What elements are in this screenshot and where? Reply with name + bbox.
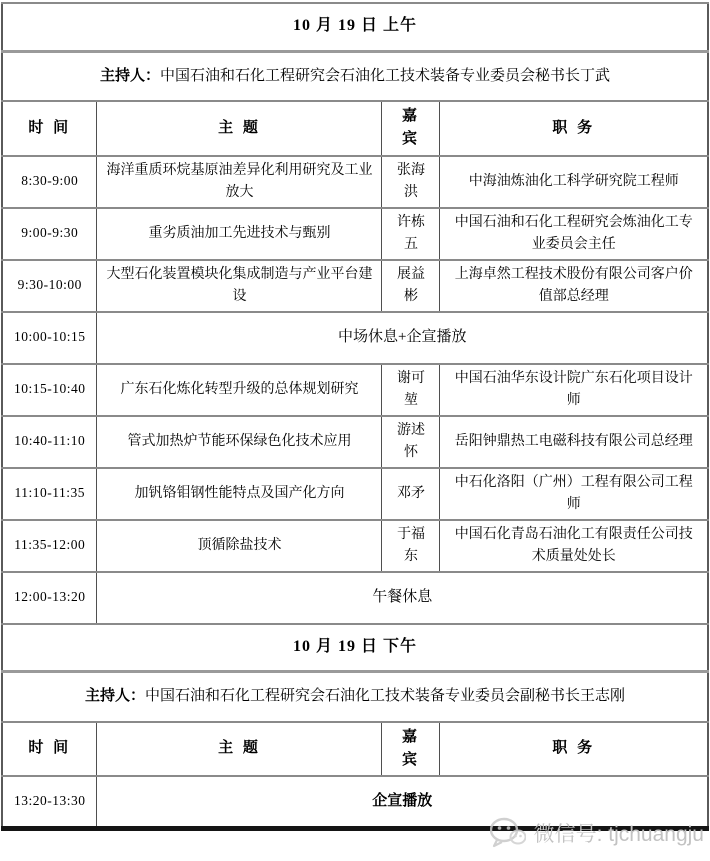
time-cell: 9:30-10:00 [2,260,97,312]
position-cell: 中国石化青岛石油化工有限责任公司技术质量处处长 [440,520,708,572]
col-header-position: 职 务 [440,722,708,777]
col-header-time: 时 间 [2,101,97,156]
position-cell: 中海油炼油化工科学研究院工程师 [440,156,708,208]
table-row [2,156,708,208]
col-header-guest: 嘉 宾 [382,722,440,777]
table-row [2,312,708,364]
col-header-position: 职 务 [440,101,708,156]
time-cell: 12:00-13:20 [2,572,97,624]
topic-cell: 广东石化炼化转型升级的总体规划研究 [97,364,382,416]
topic-cell: 管式加热炉节能环保绿色化技术应用 [97,416,382,468]
table-row [2,208,708,260]
merged-activity-cell: 企宣播放 [97,776,708,828]
moderator-name: 中国石油和石化工程研究会石油化工技术装备专业委员会副秘书长王志刚 [144,688,625,705]
table-row [2,776,708,828]
merged-activity-cell: 中场休息+企宣播放 [97,312,708,364]
table-row [2,260,708,312]
guest-cell: 游述怀 [382,416,440,468]
moderator-name: 中国石油和石化工程研究会石油化工技术装备专业委员会秘书长丁武 [159,67,610,84]
table-row [2,468,708,520]
column-header-row [2,101,708,156]
guest-cell: 邓矛 [382,468,440,520]
col-header-topic: 主 题 [97,722,382,777]
col-header-topic: 主 题 [97,101,382,156]
guest-cell: 于福东 [382,520,440,572]
session-title: 10 月 19 日 下午 [2,624,708,672]
guest-cell: 许栋五 [382,208,440,260]
time-cell: 9:00-9:30 [2,208,97,260]
col-header-time: 时 间 [2,722,97,777]
position-cell: 岳阳钟鼎热工电磁科技有限公司总经理 [440,416,708,468]
table-row [2,572,708,624]
time-cell: 10:40-11:10 [2,416,97,468]
column-header-row [2,722,708,777]
position-cell: 中石化洛阳（广州）工程有限公司工程师 [440,468,708,520]
col-header-guest: 嘉 宾 [382,101,440,156]
conference-schedule-table [1,2,709,831]
watermark-text: 微信号: tjchuangju [533,823,704,846]
session-title: 10 月 19 日 上午 [2,3,708,51]
table-row [2,364,708,416]
time-cell: 11:35-12:00 [2,520,97,572]
guest-cell: 展益彬 [382,260,440,312]
time-cell: 10:00-10:15 [2,312,97,364]
topic-cell: 海洋重质环烷基原油差异化利用研究及工业放大 [97,156,382,208]
position-cell: 中国石油和石化工程研究会炼油化工专业委员会主任 [440,208,708,260]
moderator-row [2,672,708,722]
table-row [2,520,708,572]
guest-cell: 谢可堃 [382,364,440,416]
time-cell: 13:20-13:30 [2,776,97,828]
position-cell: 中国石油华东设计院广东石化项目设计师 [440,364,708,416]
time-cell: 10:15-10:40 [2,364,97,416]
moderator-label: 主持人： [84,688,145,705]
merged-activity-cell: 午餐休息 [97,572,708,624]
time-cell: 8:30-9:00 [2,156,97,208]
topic-cell: 重劣质油加工先进技术与甄别 [97,208,382,260]
topic-cell: 加钒铬钼钢性能特点及国产化方向 [97,468,382,520]
moderator-row [2,51,708,101]
guest-cell: 张海洪 [382,156,440,208]
table-row [2,416,708,468]
topic-cell: 大型石化装置模块化集成制造与产业平台建设 [97,260,382,312]
position-cell: 上海卓然工程技术股份有限公司客户价值部总经理 [440,260,708,312]
time-cell: 11:10-11:35 [2,468,97,520]
moderator-label: 主持人： [99,67,160,84]
topic-cell: 顶循除盐技术 [97,520,382,572]
